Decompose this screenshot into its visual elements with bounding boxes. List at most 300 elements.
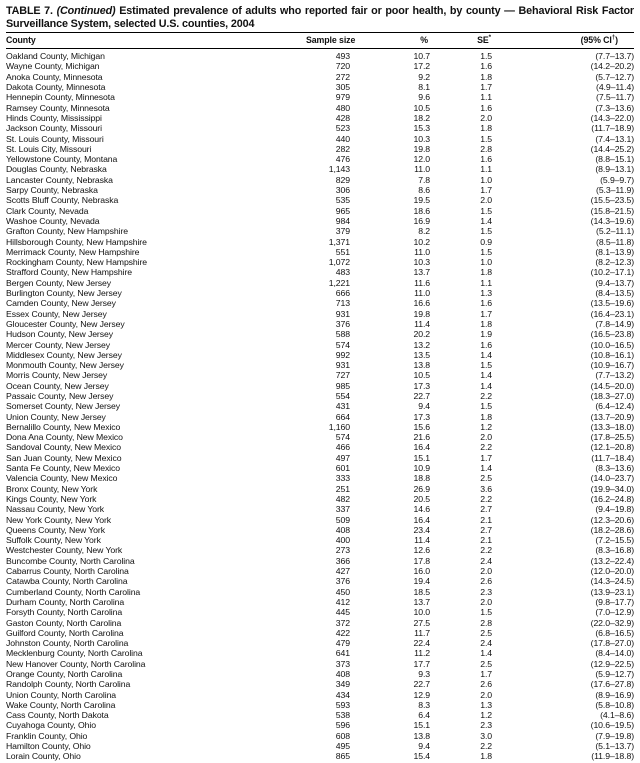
county-cell: Cumberland County, North Carolina [6,586,141,597]
sample-size-cell: 574 [335,339,350,350]
county-cell: Jackson County, Missouri [6,123,102,134]
table-row [6,525,634,535]
county-cell: Rockingham County, New Hampshire [6,257,148,268]
ci-cell: (4.9–11.4) [596,82,634,93]
ci-cell: (7.5–11.7) [596,92,634,103]
sample-size-cell: 251 [335,483,350,494]
sample-size-cell: 574 [335,432,350,443]
ci-cell: (7.3–13.6) [595,102,634,113]
sample-size-cell: 408 [335,524,350,535]
column-header-se: SE* [430,33,492,49]
percent-cell: 8.3 [418,699,430,710]
table-title [6,5,634,30]
table-row [6,185,634,195]
sample-size-cell: 829 [335,174,350,185]
ci-cell: (12.0–20.0) [590,566,634,577]
table-row [6,267,634,277]
sample-size-cell: 427 [335,566,350,577]
sample-size-cell: 664 [335,411,350,422]
ci-cell: (11.7–18.4) [591,452,634,463]
table-row [6,164,634,174]
sample-size-cell: 273 [335,545,350,556]
se-cell: 1.5 [480,226,492,237]
county-cell: Merrimack County, New Hampshire [6,246,140,257]
sample-size-cell: 412 [335,596,350,607]
county-cell: Passaic County, New Jersey [6,390,114,401]
ci-cell: (18.2–28.6) [590,524,634,535]
percent-cell: 19.8 [413,143,430,154]
column-header-county: County [6,33,306,49]
county-cell: Hennepin County, Minnesota [6,92,115,103]
county-cell: Hamilton County, Ohio [6,741,91,752]
county-cell: Catawba County, North Carolina [6,576,128,587]
percent-cell: 15.3 [413,123,430,134]
sample-size-cell: 593 [335,699,350,710]
table-row [6,566,634,576]
se-cell: 2.5 [480,627,492,638]
se-cell: 2.4 [480,638,492,649]
se-cell: 2.1 [480,535,492,546]
se-cell: 2.2 [480,390,492,401]
table-row [6,360,634,370]
sample-size-cell: 1,072 [328,257,350,268]
county-cell: Union County, New Jersey [6,411,106,422]
percent-cell: 10.5 [413,102,430,113]
county-cell: Randolph County, North Carolina [6,679,131,690]
ci-cell: (5.3–11.9) [596,185,634,196]
ci-cell: (8.4–13.5) [595,288,634,299]
ci-cell: (14.4–25.2) [590,143,634,154]
se-cell: 2.0 [480,596,492,607]
sample-size-cell: 480 [335,102,350,113]
sample-size-cell: 509 [335,514,350,525]
sample-size-cell: 965 [335,205,350,216]
ci-cell: (13.5–19.6) [590,298,634,309]
table-row [6,720,634,730]
percent-cell: 10.5 [413,370,430,381]
ci-cell: (11.7–18.9) [591,123,634,134]
percent-cell: 15.6 [413,421,430,432]
table-row [6,309,634,319]
county-cell: Grafton County, New Hampshire [6,226,128,237]
table-row [6,103,634,113]
sample-size-cell: 373 [335,658,350,669]
se-cell: 1.9 [480,329,492,340]
percent-cell: 9.3 [418,669,430,679]
percent-cell: 11.0 [414,164,430,175]
percent-cell: 16.0 [413,566,430,577]
table-row [6,195,634,205]
se-cell: 1.1 [480,277,492,288]
ci-cell: (6.8–16.5) [595,627,634,638]
se-cell: 1.4 [480,215,492,226]
table-body [6,49,634,762]
county-cell: New Hanover County, North Carolina [6,658,146,669]
county-cell: Ramsey County, Minnesota [6,102,110,113]
county-cell: Camden County, New Jersey [6,298,116,309]
ci-cell: (18.3–27.0) [590,390,634,401]
ci-cell: (7.7–13.2) [595,370,634,381]
county-cell: Clark County, Nevada [6,205,89,216]
se-cell: 2.7 [480,504,492,515]
county-cell: Dakota County, Minnesota [6,82,106,93]
county-cell: Gloucester County, New Jersey [6,318,125,329]
table-row [6,679,634,689]
se-cell: 2.1 [480,514,492,525]
percent-cell: 22.7 [413,390,430,401]
se-cell: 1.5 [480,246,492,257]
ci-cell: (10.6–19.5) [590,720,634,731]
county-cell: Lancaster County, Nebraska [6,174,113,185]
ci-cell: (5.1–13.7) [595,741,634,752]
percent-cell: 17.3 [413,411,430,422]
ci-cell: (5.9–9.7) [600,174,634,185]
sample-size-cell: 333 [335,473,350,484]
percent-cell: 22.7 [413,679,430,690]
table-row [6,298,634,308]
ci-cell: (15.8–21.5) [590,205,634,216]
percent-cell: 18.8 [413,473,430,484]
table-row [6,545,634,555]
column-header-sample-size: Sample size [306,33,350,49]
ci-cell: (7.7–13.7) [595,51,634,62]
percent-cell: 20.2 [413,329,430,340]
table-row [6,370,634,380]
county-cell: Monmouth County, New Jersey [6,360,124,371]
percent-cell: 10.9 [413,463,430,474]
county-cell: Burlington County, New Jersey [6,288,122,299]
se-cell: 1.8 [480,267,492,278]
county-cell: Hillsborough County, New Hampshire [6,236,147,247]
se-cell: 1.6 [480,339,492,350]
table-row [6,278,634,288]
table-row [6,453,634,463]
percent-cell: 11.4 [414,318,430,329]
table-row [6,350,634,360]
table-row [6,72,634,82]
ci-cell: (22.0–32.9) [590,617,634,628]
table-row [6,340,634,350]
percent-cell: 22.4 [413,638,430,649]
ci-cell: (5.8–10.8) [595,699,634,710]
sample-size-cell: 554 [335,390,350,401]
se-cell: 1.3 [480,699,492,710]
county-cell: Wake County, North Carolina [6,699,116,710]
percent-cell: 20.5 [413,493,430,504]
county-cell: Cabarrus County, North Carolina [6,566,129,577]
percent-cell: 13.8 [413,730,430,741]
ci-cell: (12.1–20.8) [590,442,634,453]
sample-size-cell: 372 [335,617,350,628]
sample-size-cell: 865 [335,751,350,762]
percent-cell: 26.9 [413,483,430,494]
sample-size-cell: 608 [335,730,350,741]
sample-size-cell: 440 [335,133,350,144]
se-cell: 2.0 [480,195,492,206]
county-cell: Morris County, New Jersey [6,370,108,381]
se-cell: 0.9 [480,236,492,247]
table-row [6,700,634,710]
se-cell: 1.7 [480,82,492,93]
county-cell: Valencia County, New Mexico [6,473,118,484]
ci-cell: (8.9–16.9) [595,689,634,700]
table-row [6,556,634,566]
table-row [6,391,634,401]
se-cell: 1.7 [480,308,492,319]
percent-cell: 8.1 [418,82,430,93]
se-cell: 1.1 [480,164,492,175]
sample-size-cell: 984 [335,215,350,226]
table-row [6,597,634,607]
table-row [6,113,634,123]
county-cell: Mercer County, New Jersey [6,339,111,350]
table-row [6,607,634,617]
table-row [6,412,634,422]
percent-cell: 16.9 [413,215,430,226]
se-cell: 1.5 [480,133,492,144]
table-row [6,473,634,483]
percent-cell: 18.6 [413,205,430,216]
percent-cell: 6.4 [418,710,430,721]
se-cell: 1.0 [480,257,492,268]
ci-cell: (6.4–12.4) [595,401,634,412]
table-title-text: Estimated prevalence of adults who reported fair or poor health, by county — Behavioral Risk Factor Surveillance System, selected U.S. counties, 2004 [6,5,634,30]
county-cell: Hinds County, Mississippi [6,112,102,123]
column-header-ci: (95% CI†) [492,33,634,49]
county-cell: Suffolk County, New York [6,535,101,546]
county-cell: Sandoval County, New Mexico [6,442,121,453]
se-cell: 1.7 [480,669,492,679]
county-cell: Franklin County, Ohio [6,730,88,741]
county-cell: Westchester County, New York [6,545,123,556]
county-cell: Lorain County, Ohio [6,751,81,762]
ci-cell: (17.8–25.5) [590,432,634,443]
percent-cell: 13.7 [413,267,430,278]
ci-cell: (8.1–13.9) [595,246,634,257]
ci-cell: (13.2–22.4) [590,555,634,566]
ci-cell: (5.9–12.7) [595,669,634,679]
county-cell: Douglas County, Nebraska [6,164,107,175]
county-cell: Bernalillo County, New Mexico [6,421,121,432]
table-row [6,144,634,154]
se-cell: 1.4 [480,349,492,360]
ci-cell: (4.1–8.6) [600,710,634,721]
table-row [6,484,634,494]
county-cell: Cass County, North Dakota [6,710,109,721]
sample-size-cell: 272 [335,71,350,82]
county-cell: St. Louis County, Missouri [6,133,104,144]
percent-cell: 11.4 [414,535,430,546]
percent-cell: 13.7 [413,596,430,607]
table-row [6,134,634,144]
ci-cell: (9.4–19.8) [595,504,634,515]
ci-cell: (8.5–11.8) [596,236,634,247]
sample-size-cell: 305 [335,82,350,93]
percent-cell: 16.4 [413,442,430,453]
ci-cell: (10.8–16.1) [590,349,634,360]
se-cell: 2.2 [480,442,492,453]
se-cell: 1.5 [480,360,492,371]
percent-cell: 18.5 [413,586,430,597]
county-cell: Yellowstone County, Montana [6,154,118,165]
county-cell: San Juan County, New Mexico [6,452,122,463]
sample-size-cell: 588 [335,329,350,340]
table-row [6,92,634,102]
se-cell: 1.5 [480,401,492,412]
se-cell: 2.0 [480,689,492,700]
percent-cell: 10.0 [413,607,430,618]
county-cell: Buncombe County, North Carolina [6,555,135,566]
se-cell: 2.0 [480,432,492,443]
table-row [6,381,634,391]
county-cell: Cuyahoga County, Ohio [6,720,96,731]
se-cell: 2.2 [480,493,492,504]
table-row [6,288,634,298]
table-row [6,237,634,247]
percent-cell: 27.5 [413,617,430,628]
se-cell: 3.6 [480,483,492,494]
ci-cell: (15.5–23.5) [590,195,634,206]
se-cell: 1.2 [480,421,492,432]
percent-cell: 16.6 [413,298,430,309]
se-cell: 1.6 [480,154,492,165]
ci-cell: (9.8–17.7) [595,596,634,607]
se-cell: 1.4 [480,463,492,474]
percent-cell: 14.6 [413,504,430,515]
percent-cell: 9.6 [418,92,430,103]
county-cell: Kings County, New York [6,493,97,504]
county-cell: Washoe County, Nevada [6,215,100,226]
se-cell: 1.8 [480,71,492,82]
ci-cell: (16.4–23.1) [590,308,634,319]
table-row [6,690,634,700]
county-cell: Bronx County, New York [6,483,98,494]
table-row [6,659,634,669]
sample-size-cell: 431 [335,401,350,412]
se-cell: 1.2 [480,710,492,721]
table-row [6,731,634,741]
percent-cell: 19.4 [413,576,430,587]
table-row [6,216,634,226]
se-cell: 2.5 [480,473,492,484]
se-cell: 2.3 [480,720,492,731]
percent-cell: 17.7 [413,658,430,669]
sample-size-cell: 306 [335,185,350,196]
se-cell: 2.8 [480,617,492,628]
sample-size-cell: 931 [335,308,350,319]
percent-cell: 12.9 [413,689,430,700]
se-cell: 1.3 [480,288,492,299]
ci-cell: (14.3–19.6) [590,215,634,226]
se-cell: 1.8 [480,318,492,329]
percent-cell: 21.6 [413,432,430,443]
sample-size-cell: 551 [335,246,350,257]
ci-cell: (11.9–18.8) [591,751,634,762]
ci-cell: (9.4–13.7) [595,277,634,288]
county-cell: Middlesex County, New Jersey [6,349,122,360]
percent-cell: 11.0 [414,246,430,257]
sample-size-cell: 931 [335,360,350,371]
percent-cell: 13.2 [413,339,430,350]
sample-size-cell: 337 [335,504,350,515]
table-row [6,319,634,329]
table-row [6,61,634,71]
ci-cell: (5.2–11.1) [596,226,634,237]
percent-cell: 11.7 [414,627,430,638]
sample-size-cell: 349 [335,679,350,690]
percent-cell: 10.3 [413,257,430,268]
sample-size-cell: 720 [335,61,350,72]
county-cell: Hudson County, New Jersey [6,329,113,340]
ci-cell: (13.7–20.9) [590,411,634,422]
ci-cell: (13.3–18.0) [590,421,634,432]
percent-cell: 8.2 [418,226,430,237]
ci-cell: (12.3–20.6) [590,514,634,525]
county-cell: Guilford County, North Carolina [6,627,124,638]
county-cell: Dona Ana County, New Mexico [6,432,123,443]
county-cell: Gaston County, North Carolina [6,617,122,628]
se-cell: 2.5 [480,658,492,669]
se-cell: 2.3 [480,586,492,597]
sample-size-cell: 450 [335,586,350,597]
ci-cell: (17.8–27.0) [590,638,634,649]
sample-size-cell: 992 [335,349,350,360]
county-cell: New York County, New York [6,514,112,525]
se-cell: 1.7 [480,185,492,196]
se-cell: 1.8 [480,123,492,134]
se-cell: 1.8 [480,751,492,762]
se-cell: 1.1 [480,92,492,103]
sample-size-cell: 985 [335,380,350,391]
ci-cell: (12.9–22.5) [590,658,634,669]
table-row [6,432,634,442]
sample-size-cell: 523 [335,123,350,134]
percent-cell: 19.5 [413,195,430,206]
sample-size-cell: 445 [335,607,350,618]
county-cell: Somerset County, New Jersey [6,401,120,412]
county-cell: Orange County, North Carolina [6,669,123,679]
percent-cell: 11.6 [414,277,430,288]
county-cell: Bergen County, New Jersey [6,277,112,288]
county-cell: Oakland County, Michigan [6,51,105,62]
se-cell: 2.8 [480,143,492,154]
sample-size-cell: 713 [335,298,350,309]
table-row [6,175,634,185]
table-row [6,504,634,514]
percent-cell: 15.1 [413,452,430,463]
table-row [6,494,634,504]
se-cell: 1.8 [480,411,492,422]
sample-size-cell: 495 [335,741,350,752]
se-cell: 2.0 [480,566,492,577]
ci-cell: (8.9–13.1) [595,164,634,175]
sample-size-cell: 379 [335,226,350,237]
ci-cell: (14.3–24.5) [590,576,634,587]
table-row [6,442,634,452]
percent-cell: 9.4 [418,741,430,752]
percent-cell: 12.0 [413,154,430,165]
sample-size-cell: 535 [335,195,350,206]
ci-cell: (8.4–14.0) [595,648,634,659]
sample-size-cell: 1,160 [328,421,350,432]
table-row [6,515,634,525]
ci-cell: (8.3–16.8) [595,545,634,556]
percent-cell: 13.5 [413,349,430,360]
percent-cell: 16.4 [413,514,430,525]
percent-cell: 17.2 [413,61,430,72]
percent-cell: 9.4 [418,401,430,412]
table-row [6,669,634,679]
